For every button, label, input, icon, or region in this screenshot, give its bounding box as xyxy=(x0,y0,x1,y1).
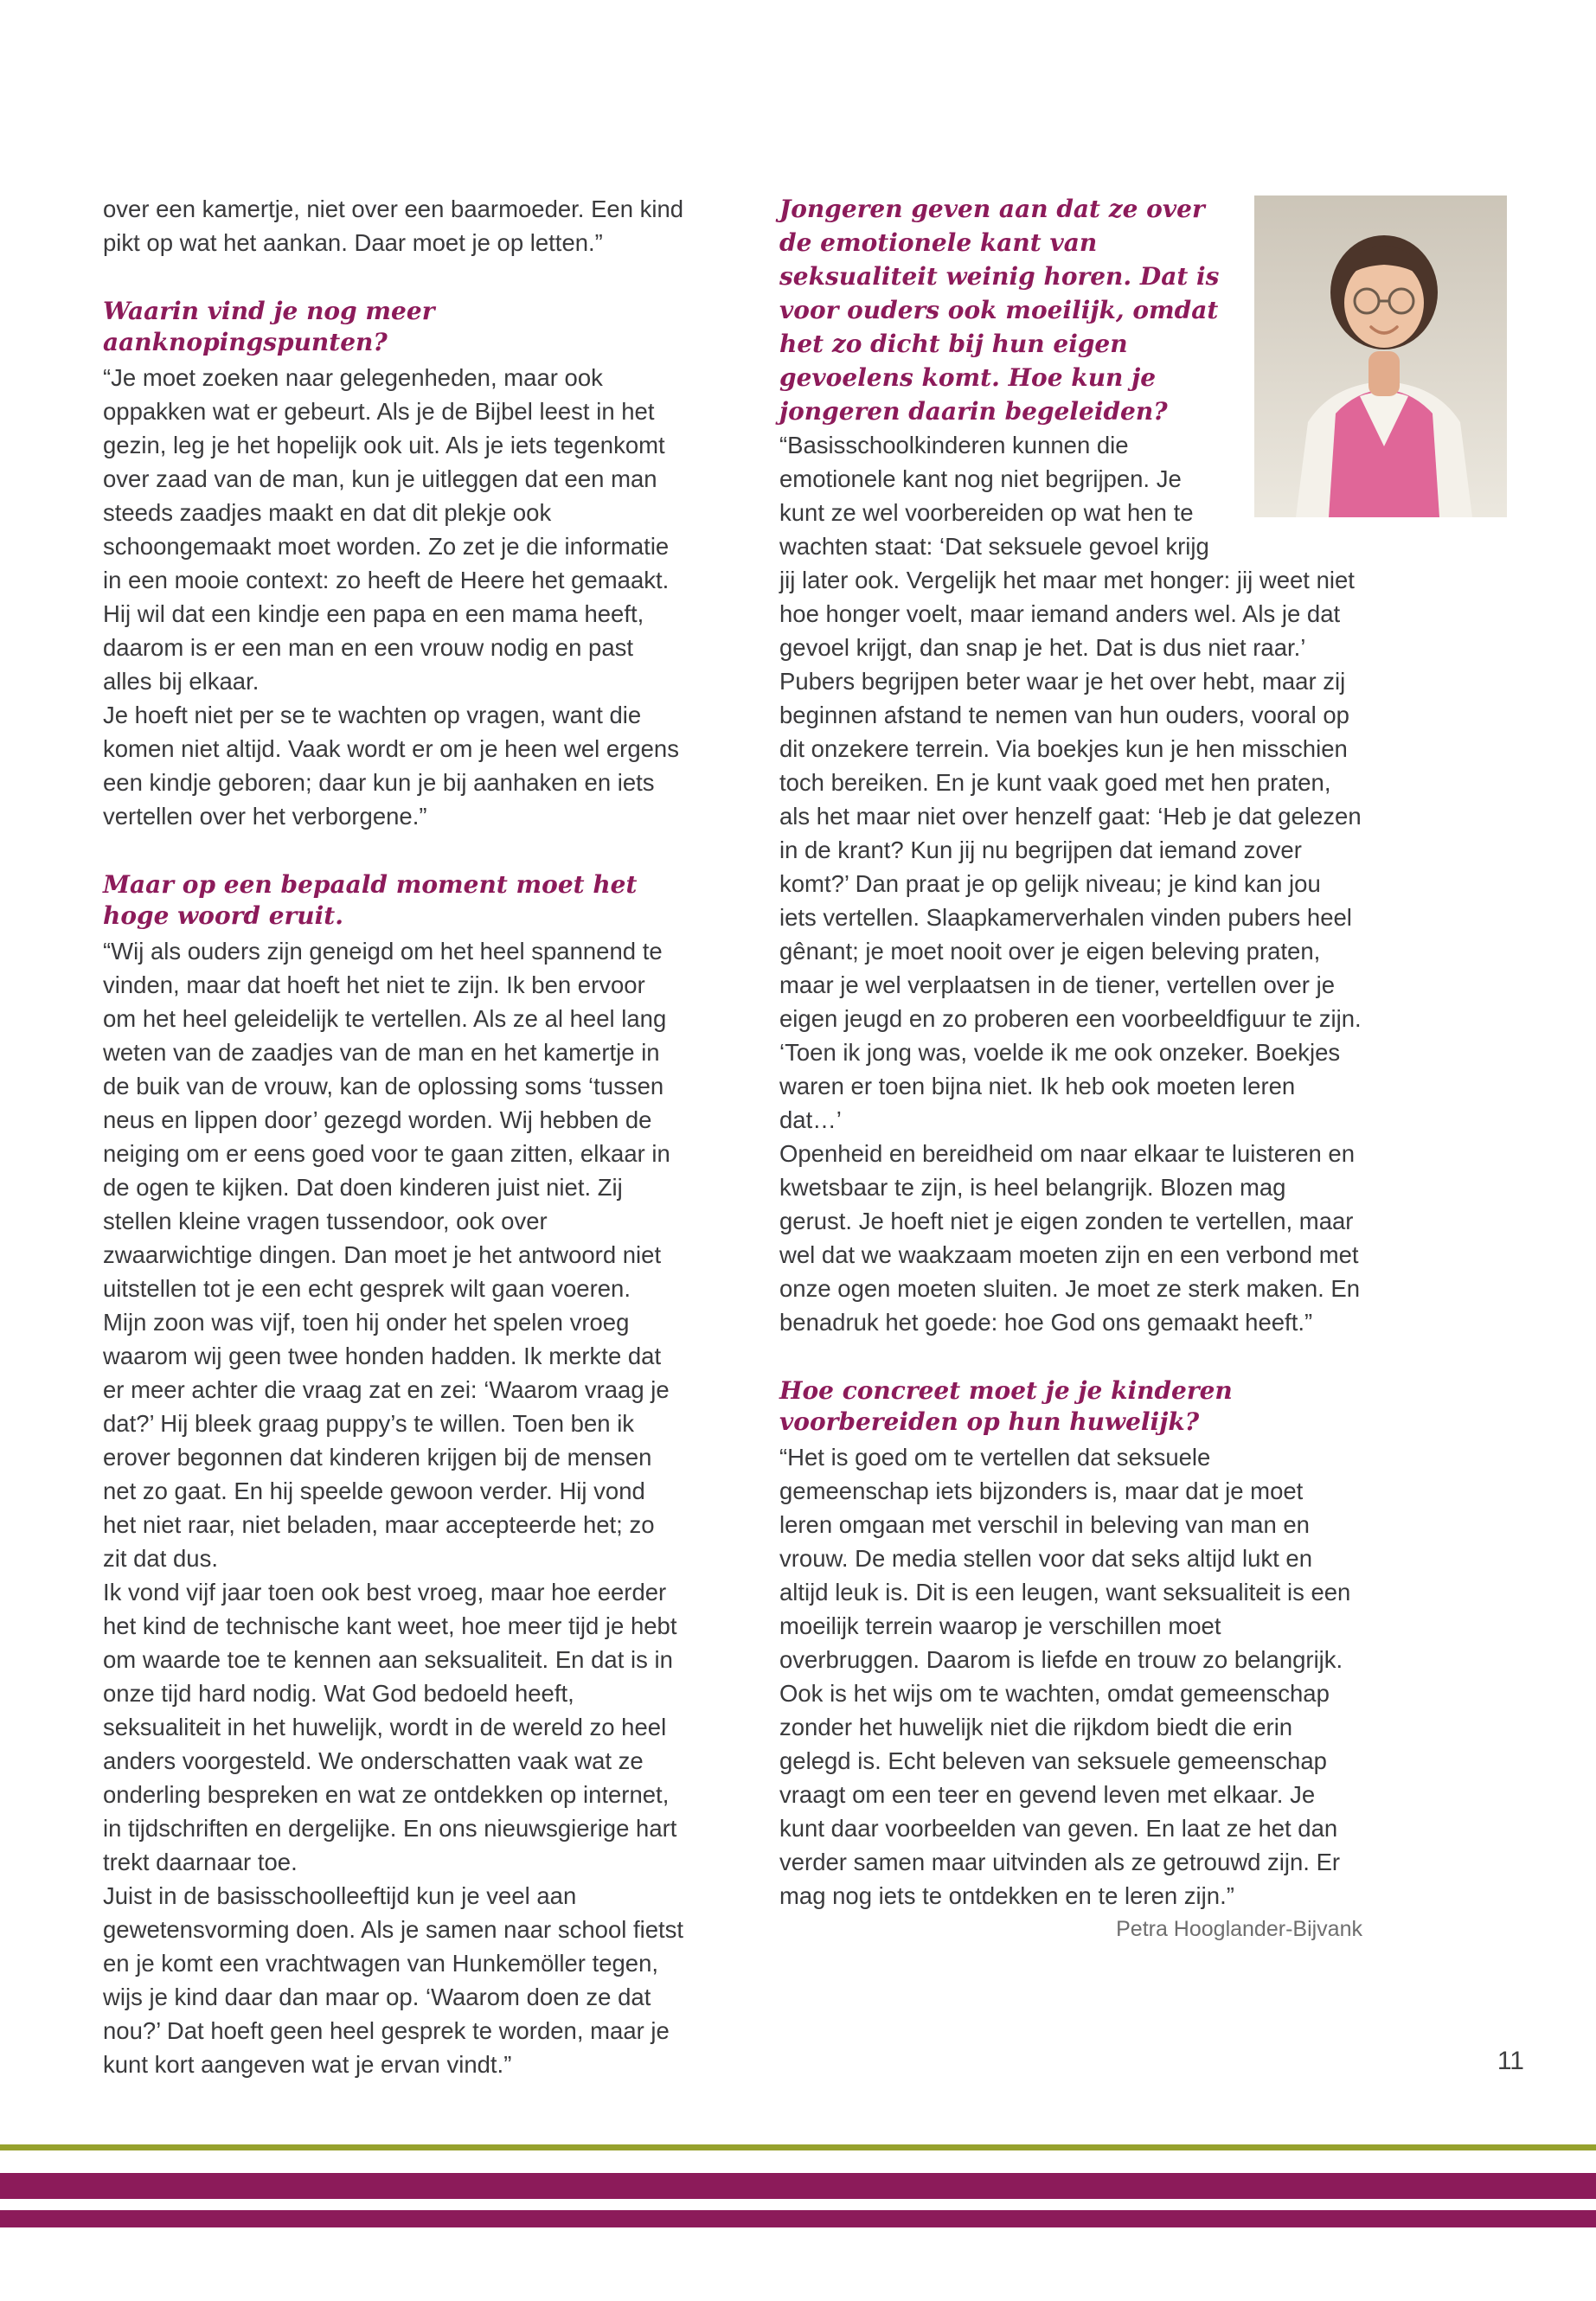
section-heading-aanknopingspunten: Waarin vind je nog meer aanknopingspunten? xyxy=(103,297,435,356)
paragraph: Pubers begrijpen beter waar je het over hebt, maar zij beginnen afstand te nemen van hun ouders, vooral op dit onzekere terrein. Via boekjes kun je hen misschien toch bereiken. En je kunt vaak goed met hen praten, als het maar niet over henzelf gaat: ‘Heb je dat gelezen in de krant? Kun jij nu begrijpen dat iemand zover komt?’ Dan praat je op gelijk niveau; je kind kan jou iets vertellen. Slaapkamerverhalen vinden pubers heel gênant; je moet nooit over je eigen beleving praten, maar je wel verplaatsen in de tiener, vertellen over je eigen jeugd en zo proberen een voorbeeldfiguur te zijn. ‘Toen ik jong was, voelde ik me ook onzeker. Boekjes waren er toen bijna niet. Ik heb ook moeten leren dat…’ xyxy=(779,668,1362,1133)
right-column xyxy=(779,192,1362,2081)
footer-stripe-maroon-top xyxy=(0,2173,1596,2199)
paragraph: “Basisschoolkinderen kunnen die emotionele kant nog niet begrijpen. Je kunt ze wel voorbereiden op wat hen te wachten staat: ‘Dat seksuele gevoel krijg jij later ook. Vergelijk het maar met honger: jij weet niet hoe honger voelt, maar iemand anders wel. Als je dat gevoel krijgt, dan snap je het. Dat is dus niet raar.’ xyxy=(779,432,1355,661)
paragraph: Ik vond vijf jaar toen ook best vroeg, maar hoe eerder het kind de technische kant weet, hoe meer tijd je hebt om waarde toe te kennen aan seksualiteit. En dat is in onze tijd hard nodig. Wat God bedoeld heeft, seksualiteit in het huwelijk, wordt in de wereld zo heel anders voorgesteld. We onderschatten vaak wat ze onderling bespreken en wat ze ontdekken op internet, in tijdschriften en dergelijke. En ons nieuwsgierige hart trekt daarnaar toe. xyxy=(103,1579,677,1875)
footer-stripe-maroon-bottom xyxy=(0,2210,1596,2227)
left-column xyxy=(103,192,684,2081)
portrait-photo xyxy=(1254,195,1507,517)
paragraph: Je hoeft niet per se te wachten op vragen, want die komen niet altijd. Vaak wordt er om je heen wel ergens een kindje geboren; daar kun je bij aanhaken en iets vertellen over het verborgene.” xyxy=(103,702,679,830)
section-heading-voorbereiden-huwelijk: Hoe concreet moet je je kinderen voorbereiden op hun huwelijk? xyxy=(779,1376,1233,1436)
paragraph: “Het is goed om te vertellen dat seksuele gemeenschap iets bijzonders is, maar dat je moet leren omgaan met verschil in beleving van man en vrouw. De media stellen voor dat seks altijd lukt en altijd leuk is. Dit is een leugen, want seksualiteit is een moeilijk terrein waarop je verschillen moet overbruggen. Daarom is liefde en trouw zo belangrijk. Ook is het wijs om te wachten, omdat gemeenschap zonder het huwelijk niet die rijkdom biedt die erin gelegd is. Echt beleven van seksuele gemeenschap vraagt om een teer en gevend leven met elkaar. Je kunt daar voorbeelden van geven. En laat ze het dan verder samen maar uitvinden als ze getrouwd zijn. Er mag nog iets te ontdekken en te leren zijn.” xyxy=(779,1444,1351,1909)
paragraph: “Je moet zoeken naar gelegenheden, maar ook oppakken wat er gebeurt. Als je de Bijbel leest in het gezin, leg je het hopelijk ook uit. Als je iets tegenkomt over zaad van de man, kun je uitleggen dat een man steeds zaadjes maakt en dat dit plekje ook schoongemaakt moet worden. Zo zet je die informatie in een mooie context: zo heeft de Heere het gemaakt. Hij wil dat een kindje een papa en een mama heeft, daarom is er een man en een vrouw nodig en past alles bij elkaar. xyxy=(103,364,670,695)
paragraph: “Wij als ouders zijn geneigd om het heel spannend te vinden, maar dat hoeft het niet te zijn. Ik ben ervoor om het heel geleidelijk te vertellen. Als ze al heel lang weten van de zaadjes van de man en het kamertje in de buik van de vrouw, kan de oplossing soms ‘tussen neus en lippen door’ gezegd worden. Wij hebben de neiging om er eens goed voor te gaan zitten, elkaar in de ogen te kijken. Dat doen kinderen juist niet. Zij stellen kleine vragen tussendoor, ook over zwaarwichtige dingen. Dan moet je het antwoord niet uitstellen tot je een echt gesprek wilt gaan voeren. xyxy=(103,938,670,1302)
author-credit: Petra Hooglander-Bijvank xyxy=(1116,1917,1362,1941)
page-number: 11 xyxy=(1497,2047,1524,2075)
intro-question: Jongeren geven aan dat ze over de emotionele kant van seksualiteit weinig horen. Dat is voor ouders ook moeilijk, omdat het zo dicht bij hun eigen gevoelens komt. Hoe kun je jongeren daarin begeleiden? xyxy=(779,195,1220,426)
paragraph: Openheid en bereidheid om naar elkaar te luisteren en kwetsbaar te zijn, is heel belangrijk. Blozen mag gerust. Je hoeft niet je eigen zonden te vertellen, maar wel dat we waakzaam moeten zijn en een verbond met onze ogen moeten sluiten. Je moet ze sterk maken. En benadruk het goede: hoe God ons gemaakt heeft.” xyxy=(779,1140,1361,1336)
portrait-woman-illustration xyxy=(1254,195,1507,517)
paragraph: Juist in de basisschoolleeftijd kun je veel aan gewetensvorming doen. Als je samen naar school fietst en je komt een vrachtwagen van Hunkemöller tegen, wijs je kind daar dan maar op. ‘Waarom doen ze dat nou?’ Dat hoeft geen heel gesprek te worden, maar je kunt kort aangeven wat je ervan vindt.” xyxy=(103,1882,684,2078)
section-heading-hoge-woord: Maar op een bepaald moment moet het hoge woord eruit. xyxy=(103,870,638,930)
footer-stripe-green xyxy=(0,2144,1596,2150)
paragraph-continuation: over een kamertje, niet over een baarmoeder. Een kind pikt op wat het aankan. Daar moet je op letten.” xyxy=(103,195,684,256)
paragraph: Mijn zoon was vijf, toen hij onder het spelen vroeg waarom wij geen twee honden hadden. Ik merkte dat er meer achter die vraag zat en zei: ‘Waarom vraag je dat?’ Hij bleek graag puppy’s te willen. Toen ben ik erover begonnen dat kinderen krijgen bij de mensen net zo gaat. En hij speelde gewoon verder. Hij vond het niet raar, niet beladen, maar accepteerde het; zo zit dat dus. xyxy=(103,1309,670,1572)
article-body xyxy=(103,192,1362,2081)
